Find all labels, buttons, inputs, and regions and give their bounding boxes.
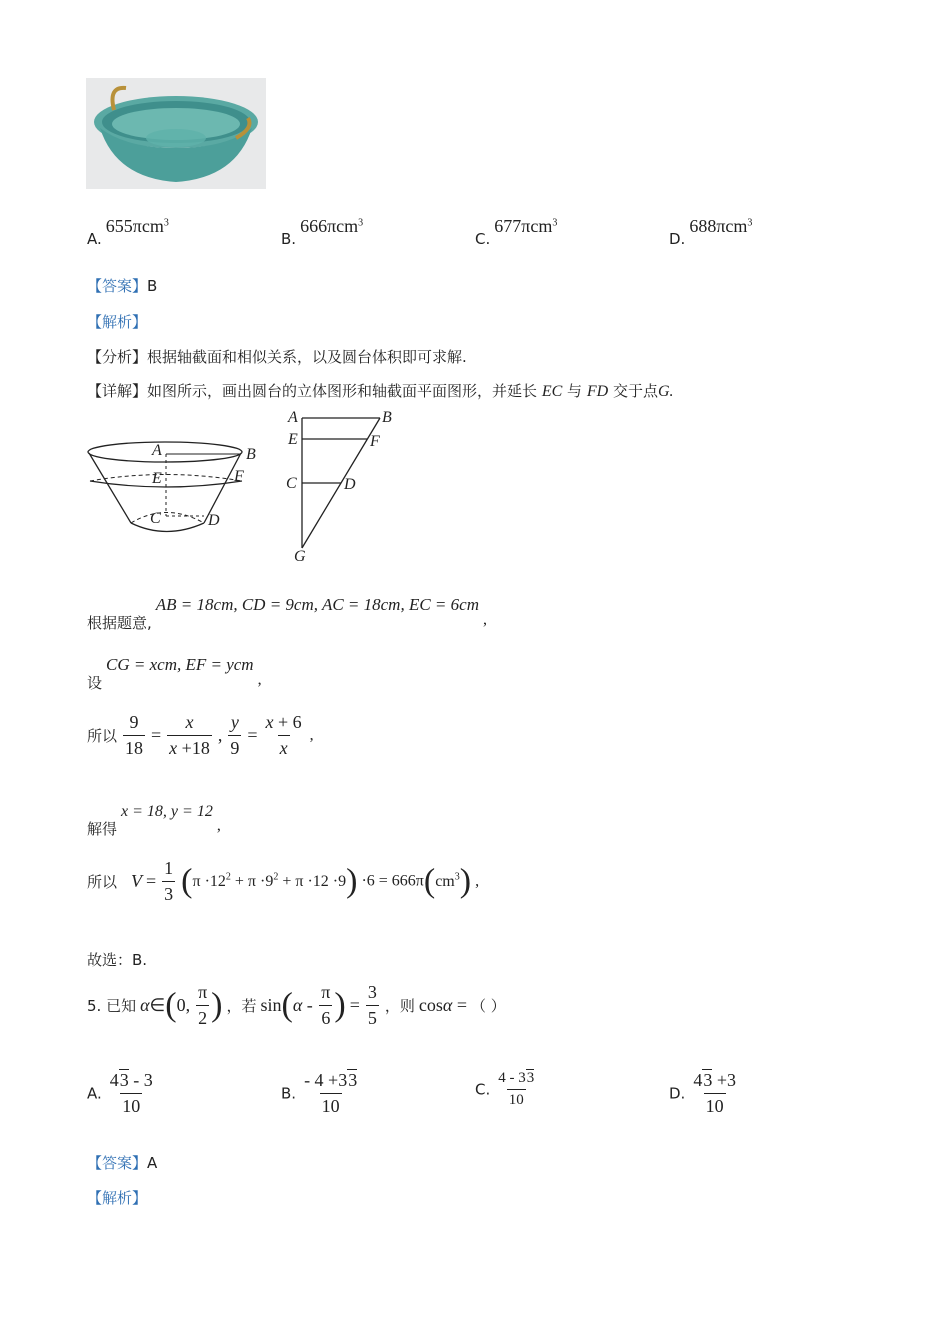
- option-value: 666πcm: [300, 216, 359, 236]
- q5-analysis-tag: 【解析】: [87, 1189, 148, 1207]
- answer-tag: 【答案】: [87, 277, 148, 295]
- cross-section-diagram: [284, 408, 404, 568]
- frac-3-5: $\frac{3}{5}$: [367, 982, 377, 1028]
- comma: ,: [216, 817, 221, 834]
- conclusion: 故选：B.: [87, 951, 148, 969]
- option-label: C.: [475, 230, 491, 248]
- q5-answer: [87, 1152, 157, 1173]
- fig-label-b: B: [246, 446, 256, 463]
- cs-label-f: F: [370, 433, 380, 450]
- q4-option-b: [281, 216, 364, 248]
- option-label: C.: [475, 1080, 491, 1099]
- detail-fd: FD: [586, 383, 609, 400]
- let-math: CG = xcm, EF = ycm: [106, 655, 254, 674]
- frustum-diagram: [86, 440, 266, 540]
- option-value: 688πcm: [689, 216, 748, 236]
- q4-option-d: [669, 216, 753, 248]
- option-label: A.: [87, 1084, 102, 1103]
- cs-label-d: D: [344, 476, 356, 493]
- q5-option-d: [669, 1070, 740, 1117]
- option-label: D.: [669, 1084, 686, 1103]
- proportion-line: 所以 $\frac{9}{18}$ = $\frac{x}{x +18}$ , $\frac{y}{9}$ = $\frac{x + 6}{x}$ ,: [87, 712, 314, 758]
- cs-label-b: B: [382, 409, 392, 426]
- fig-label-a: A: [152, 442, 162, 459]
- q5-prefix: 5. 已知: [87, 997, 137, 1015]
- let-line: [87, 654, 262, 692]
- frac-x-x18: $\frac{x}{x +18}$: [169, 712, 210, 758]
- option-frac: $\frac{43 +3}{10}$: [693, 1070, 736, 1116]
- detail-text-b: 与: [567, 382, 583, 400]
- frac-x6-x: $\frac{x + 6}{x}$: [265, 712, 302, 758]
- q4-answer: [87, 275, 157, 296]
- comma: ,: [475, 872, 480, 890]
- so-prefix: 所以: [87, 727, 118, 745]
- comma: ,: [257, 671, 262, 688]
- frac-y-9: $\frac{y}{9}$: [230, 712, 240, 758]
- q5-stem: 5. 已知 α∈(0, $\frac{\pi}{2}$ ) ，若 sin(α - $\frac{\pi}{6}$ ) = $\frac{3}{5}$ ，则 cosα = （ ）: [87, 982, 506, 1028]
- q5-mid: ，若: [226, 997, 257, 1015]
- detail-ec: EC: [541, 383, 563, 400]
- option-label: A.: [87, 230, 102, 248]
- comma: ,: [309, 726, 314, 744]
- detail-g: G.: [657, 383, 674, 400]
- option-exp: 3: [552, 217, 558, 229]
- option-value: 655πcm: [105, 216, 164, 236]
- cs-label-c: C: [286, 475, 297, 492]
- volume-line: 所以 V = $\frac{1}{3}$ $(\pi \cdot 12^2 + \pi \cdot 9^2 + \pi \cdot 12 \cdot 9) \cdot 6 = 666\pi(cm^3)$ ,: [87, 858, 480, 904]
- q5-option-c: [475, 1070, 538, 1109]
- q5-then: ，则: [384, 997, 415, 1015]
- fig-label-d: D: [208, 512, 220, 529]
- q4-detail: [87, 380, 674, 401]
- option-exp: 3: [747, 217, 753, 229]
- detail-text: 如图所示，画出圆台的立体图形和轴截面平面图形，并延长: [147, 382, 538, 400]
- option-frac: $\frac{43 - 3}{10}$: [109, 1070, 153, 1116]
- given-math: AB = 18cm, CD = 9cm, AC = 18cm, EC = 6cm: [155, 595, 479, 614]
- option-frac: $\frac{4 - 33}{10}$: [498, 1070, 535, 1108]
- so2-prefix: 所以: [87, 873, 118, 891]
- option-label: B.: [281, 1084, 297, 1103]
- frac-9-18: $\frac{9}{18}$: [125, 712, 144, 758]
- q4-option-a: [87, 216, 169, 248]
- answer-tag: 【答案】: [87, 1154, 148, 1172]
- solve-line: [87, 800, 221, 838]
- answer-value: B: [147, 277, 158, 295]
- q4-fenxi: [87, 346, 467, 367]
- fig-label-e: E: [152, 470, 162, 487]
- answer-value: A: [147, 1154, 158, 1172]
- option-label: D.: [669, 230, 686, 248]
- given-line: [87, 594, 487, 632]
- option-exp: 3: [163, 217, 169, 229]
- q5-option-a: [87, 1070, 157, 1117]
- let-prefix: 设: [87, 674, 103, 692]
- option-exp: 3: [358, 217, 364, 229]
- solve-math: x = 18, y = 12: [121, 803, 213, 820]
- cs-label-a: A: [288, 409, 298, 426]
- frac-pi-6: $\frac{\pi}{6}$: [321, 982, 331, 1028]
- fenxi-text: 根据轴截面和相似关系，以及圆台体积即可求解.: [147, 348, 467, 366]
- bowl-photo: [86, 78, 266, 189]
- option-value: 677πcm: [494, 216, 553, 236]
- q5-paren: （ ）: [471, 997, 506, 1015]
- comma: ,: [482, 611, 487, 628]
- frac-one-third: $\frac{1}{3}$: [164, 858, 174, 904]
- option-label: B.: [281, 230, 297, 248]
- q5-option-b: [281, 1070, 361, 1117]
- frac-pi-2: $\frac{\pi}{2}$: [198, 982, 208, 1028]
- fig-label-c: C: [150, 510, 161, 527]
- detail-text-c: 交于点: [612, 382, 658, 400]
- detail-tag: 【详解】: [87, 382, 148, 400]
- given-prefix: 根据题意,: [87, 614, 152, 632]
- cs-label-e: E: [288, 431, 298, 448]
- solve-prefix: 解得: [87, 820, 118, 838]
- q4-option-c: [475, 216, 558, 248]
- fig-label-f: F: [234, 468, 244, 485]
- fenxi-tag: 【分析】: [87, 348, 148, 366]
- q4-analysis-tag: 【解析】: [87, 313, 148, 331]
- cs-label-g: G: [294, 548, 306, 565]
- option-frac: $\frac{- 4 +33}{10}$: [304, 1070, 358, 1116]
